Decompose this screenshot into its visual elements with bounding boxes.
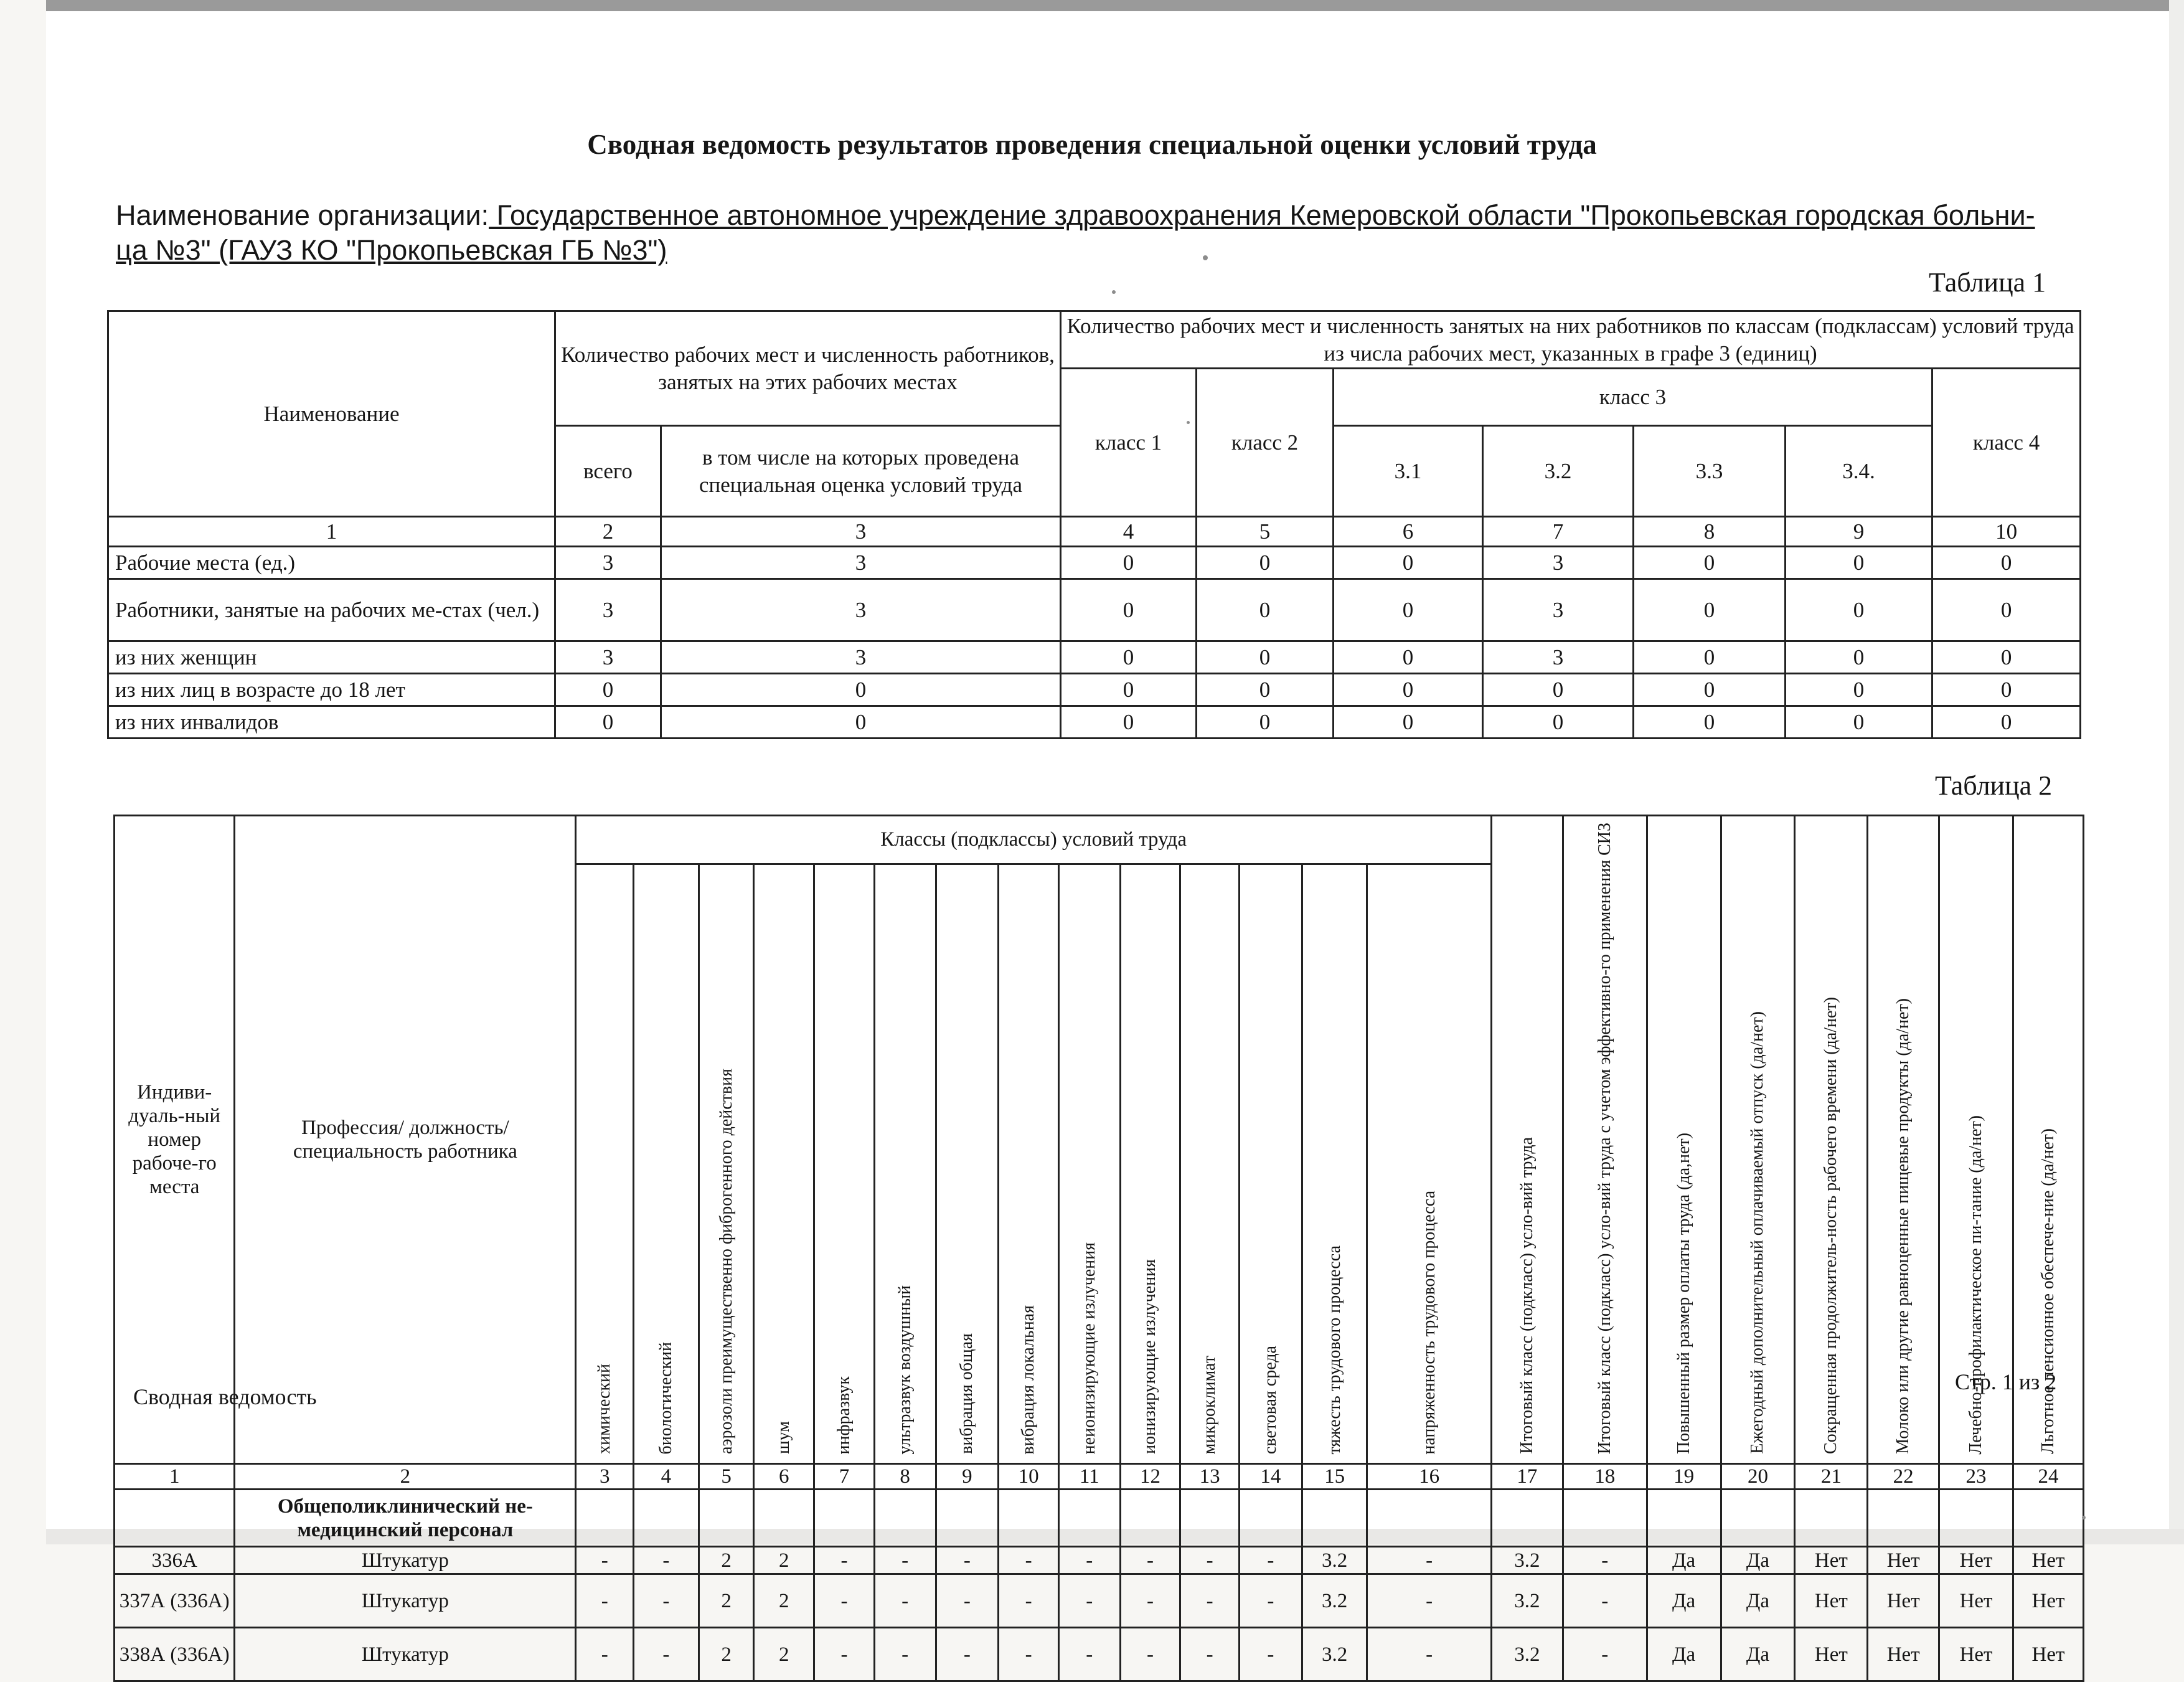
t1-col-number: 10 <box>1932 517 2081 547</box>
t2-workplace-id: 337А (336А) <box>115 1574 235 1628</box>
t2-cell: 2 <box>754 1628 814 1681</box>
t2-section-title: Общеполиклинический не-медицинский персонал <box>235 1490 576 1547</box>
t2-cell: - <box>1563 1628 1647 1681</box>
t1-cell: 3 <box>555 579 661 641</box>
t1-cell: 0 <box>1197 579 1334 641</box>
t1-row-label: из них женщин <box>108 641 555 674</box>
t2-cell: Да <box>1721 1628 1795 1681</box>
t2-cell: - <box>1120 1574 1180 1628</box>
t2-col-number: 2 <box>235 1464 576 1490</box>
t1-row-label: из них лиц в возрасте до 18 лет <box>108 674 555 706</box>
t2-cell: 3.2 <box>1491 1574 1563 1628</box>
t2-col-number: 1 <box>115 1464 235 1490</box>
t2-col-number: 18 <box>1563 1464 1647 1490</box>
t2-cell: - <box>1180 1574 1240 1628</box>
t1-cell: 0 <box>661 706 1061 739</box>
t1-cell: 0 <box>1197 706 1334 739</box>
t1-cell: 0 <box>1634 579 1786 641</box>
t2-col-number: 19 <box>1647 1464 1721 1490</box>
t2-cell: Нет <box>2013 1547 2083 1574</box>
t2-col-number: 5 <box>699 1464 754 1490</box>
t1-cell: 0 <box>661 674 1061 706</box>
footer-label: Сводная ведомость <box>133 1384 317 1409</box>
t2-workplace-id: 338А (336А) <box>115 1628 235 1681</box>
organization-name: Государственное автономное учреждение здравоохранения Кемеровской области "Прокопьевская городская больни-ца №3" (ГАУЗ КО "Прокопьевская ГБ №3") <box>116 199 2035 266</box>
t1-cell: 0 <box>1061 706 1197 739</box>
t2-cell: - <box>634 1574 699 1628</box>
t2-header-final-class-siz: Итоговый класс (подкласс) усло-вий труда с учетом эффективно-го применения СИЗ <box>1594 823 1614 1455</box>
t2-cell: - <box>576 1547 634 1574</box>
t2-factor-microclimate: микроклимат <box>1200 1355 1220 1455</box>
t1-cell: 3 <box>555 547 661 579</box>
table-row <box>108 706 2081 739</box>
table-row <box>108 547 2081 579</box>
t2-cell: - <box>1180 1547 1240 1574</box>
t1-cell: 0 <box>1197 547 1334 579</box>
t2-cell: - <box>999 1574 1059 1628</box>
t1-header-3-4: 3.4. <box>1786 426 1932 517</box>
t2-col-number: 11 <box>1058 1464 1120 1490</box>
t2-cell: - <box>814 1547 875 1574</box>
t1-header-name: Наименование <box>108 311 555 517</box>
t1-header-3-2: 3.2 <box>1483 426 1634 517</box>
t1-col-numbers <box>108 517 2081 547</box>
t2-cell: - <box>1239 1574 1302 1628</box>
table2-caption: Таблица 2 <box>1935 770 2053 801</box>
table1-caption: Таблица 1 <box>1929 267 2046 298</box>
t1-cell: 0 <box>1334 641 1483 674</box>
t2-col-number: 17 <box>1491 1464 1563 1490</box>
t1-header-class2: класс 2 <box>1197 369 1334 517</box>
organization-line <box>116 198 2058 268</box>
t2-cell: - <box>576 1574 634 1628</box>
t1-header-3-3: 3.3 <box>1634 426 1786 517</box>
t2-factor-nonionizing: неионизирующие излучения <box>1079 1242 1099 1455</box>
t2-col-number: 23 <box>1939 1464 2013 1490</box>
t2-cell: - <box>1180 1628 1240 1681</box>
t2-cell: 2 <box>699 1574 754 1628</box>
t2-cell: Нет <box>1868 1574 1939 1628</box>
t1-cell: 3 <box>661 579 1061 641</box>
t1-cell: 3 <box>1483 579 1634 641</box>
t1-col-number: 6 <box>1334 517 1483 547</box>
t2-col-number: 21 <box>1795 1464 1868 1490</box>
t1-cell: 0 <box>1932 579 2081 641</box>
t2-factor-severity: тяжесть трудового процесса <box>1324 1245 1344 1455</box>
t1-cell: 0 <box>1334 674 1483 706</box>
t2-cell: 3.2 <box>1491 1628 1563 1681</box>
scan-edge <box>2169 0 2184 1544</box>
t2-col-number: 15 <box>1302 1464 1367 1490</box>
t1-cell: 0 <box>1786 579 1932 641</box>
t1-cell: 0 <box>1786 706 1932 739</box>
t2-factor-ionizing: ионизирующие излучения <box>1140 1259 1160 1455</box>
t1-cell: 0 <box>1786 674 1932 706</box>
t1-header-3-1: 3.1 <box>1334 426 1483 517</box>
t1-cell: 0 <box>1061 579 1197 641</box>
t2-profession: Штукатур <box>235 1574 576 1628</box>
t2-header-id: Индиви-дуаль-ный номер рабоче-го места <box>115 816 235 1464</box>
t2-cell: - <box>634 1547 699 1574</box>
t1-cell: 0 <box>555 674 661 706</box>
t2-col-number: 9 <box>936 1464 999 1490</box>
t2-cell: - <box>1563 1547 1647 1574</box>
t2-cell: - <box>1367 1574 1491 1628</box>
t2-factor-vibration-general: вибрация общая <box>957 1333 977 1455</box>
t2-header-final-class: Итоговый класс (подкласс) усло-вий труда <box>1517 1137 1537 1455</box>
t2-col-number: 4 <box>634 1464 699 1490</box>
t2-cell: - <box>1120 1547 1180 1574</box>
t1-cell: 0 <box>1634 641 1786 674</box>
t2-workplace-id: 336А <box>115 1547 235 1574</box>
t2-cell: - <box>874 1547 936 1574</box>
t1-header-class3: класс 3 <box>1334 369 1932 426</box>
t2-profession: Штукатур <box>235 1547 576 1574</box>
t2-cell: - <box>874 1574 936 1628</box>
t2-col-number: 14 <box>1239 1464 1302 1490</box>
t1-col-number: 1 <box>108 517 555 547</box>
scan-speck <box>2082 1516 2086 1519</box>
t2-cell: - <box>936 1547 999 1574</box>
t2-cell: - <box>999 1628 1059 1681</box>
t2-section-row <box>115 1490 2084 1547</box>
t2-cell: - <box>1058 1574 1120 1628</box>
t2-factor-intensity: напряженность трудового процесса <box>1419 1190 1439 1455</box>
t2-cell: - <box>936 1574 999 1628</box>
t2-header-vacation: Ежегодный дополнительный оплачиваемый отпуск (да/нет) <box>1748 1011 1767 1455</box>
t2-factor-infrasound: инфразвук <box>834 1376 854 1455</box>
t2-cell: - <box>1239 1547 1302 1574</box>
t2-col-number: 12 <box>1120 1464 1180 1490</box>
t2-col-number: 3 <box>576 1464 634 1490</box>
t1-row-label: Работники, занятые на рабочих ме-стах (чел.) <box>108 579 555 641</box>
scan-speck <box>1203 255 1208 260</box>
t1-cell: 0 <box>1932 674 2081 706</box>
t2-cell: Нет <box>1868 1547 1939 1574</box>
t1-cell: 3 <box>1483 547 1634 579</box>
t1-cell: 0 <box>1483 674 1634 706</box>
t2-cell: Нет <box>1939 1574 2013 1628</box>
t1-col-number: 3 <box>661 517 1061 547</box>
t2-factor-light: световая среда <box>1260 1346 1280 1455</box>
t1-cell: 3 <box>1483 641 1634 674</box>
t2-cell: 3.2 <box>1302 1574 1367 1628</box>
t1-col-number: 7 <box>1483 517 1634 547</box>
t2-col-number: 20 <box>1721 1464 1795 1490</box>
t2-cell: Нет <box>1795 1628 1868 1681</box>
t2-cell: 2 <box>699 1547 754 1574</box>
t1-cell: 3 <box>661 547 1061 579</box>
t2-cell: Нет <box>1939 1547 2013 1574</box>
t1-cell: 0 <box>1634 674 1786 706</box>
table-row <box>108 641 2081 674</box>
t2-cell: Нет <box>2013 1574 2083 1628</box>
t2-header-classes: Классы (подклассы) условий труда <box>576 816 1492 864</box>
t1-cell: 0 <box>1932 641 2081 674</box>
t2-cell: - <box>936 1628 999 1681</box>
page-number: Стр. 1 из 2 <box>1955 1369 2057 1394</box>
t2-cell: - <box>1239 1628 1302 1681</box>
table2 <box>113 815 2084 1682</box>
t2-cell: - <box>1058 1628 1120 1681</box>
t2-cell: Нет <box>1795 1547 1868 1574</box>
t2-cell: Нет <box>2013 1628 2083 1681</box>
t2-cell: - <box>814 1628 875 1681</box>
t2-cell: Да <box>1647 1628 1721 1681</box>
t2-factor-chemical: химический <box>595 1364 614 1455</box>
t2-cell: - <box>1563 1574 1647 1628</box>
t1-cell: 0 <box>555 706 661 739</box>
t1-row-label: Рабочие места (ед.) <box>108 547 555 579</box>
t1-cell: 0 <box>1334 579 1483 641</box>
t1-cell: 0 <box>1334 706 1483 739</box>
table-row <box>108 579 2081 641</box>
t2-cell: Нет <box>1795 1574 1868 1628</box>
t2-factor-biological: биологический <box>656 1341 675 1455</box>
table1 <box>107 310 2081 739</box>
t1-cell: 0 <box>1932 706 2081 739</box>
t2-col-number: 8 <box>874 1464 936 1490</box>
t2-cell: - <box>1120 1628 1180 1681</box>
t2-header-pay: Повышенный размер оплаты труда (да,нет) <box>1673 1133 1693 1455</box>
t2-col-number: 6 <box>754 1464 814 1490</box>
t1-row-label: из них инвалидов <box>108 706 555 739</box>
t2-cell: - <box>999 1547 1059 1574</box>
t1-col-number: 5 <box>1197 517 1334 547</box>
t1-cell: 3 <box>661 641 1061 674</box>
t1-cell: 3 <box>555 641 661 674</box>
t2-col-number: 10 <box>999 1464 1059 1490</box>
scan-speck <box>1187 421 1190 424</box>
t1-col-number: 2 <box>555 517 661 547</box>
t2-cell: Да <box>1647 1574 1721 1628</box>
t1-cell: 0 <box>1634 706 1786 739</box>
t1-cell: 0 <box>1786 547 1932 579</box>
t2-col-number: 13 <box>1180 1464 1240 1490</box>
t2-cell: 2 <box>754 1547 814 1574</box>
t1-cell: 0 <box>1634 547 1786 579</box>
t2-col-numbers <box>115 1464 2084 1490</box>
t2-cell: 3.2 <box>1302 1547 1367 1574</box>
t2-cell: - <box>634 1628 699 1681</box>
t2-cell: Нет <box>1939 1628 2013 1681</box>
t1-cell: 0 <box>1197 641 1334 674</box>
t2-col-number: 22 <box>1868 1464 1939 1490</box>
t1-header-class1: класс 1 <box>1061 369 1197 517</box>
t2-header-short-time: Сокращенная продолжитель-ность рабочего времени (да/нет) <box>1821 997 1841 1455</box>
t1-cell: 0 <box>1786 641 1932 674</box>
t1-cell: 0 <box>1061 547 1197 579</box>
t2-cell: 2 <box>699 1628 754 1681</box>
table-row <box>108 674 2081 706</box>
t2-header-nutrition: Лечебно-профилактическое пи-тание (да/нет) <box>1966 1115 1986 1455</box>
t2-col-number: 7 <box>814 1464 875 1490</box>
organization-label: Наименование организации: <box>116 199 489 231</box>
t2-factor-vibration-local: вибрация локальная <box>1019 1305 1038 1455</box>
t2-cell: - <box>576 1628 634 1681</box>
t2-cell: Нет <box>1868 1628 1939 1681</box>
t1-col-number: 8 <box>1634 517 1786 547</box>
t2-header-pension: Льготное пенсионное обеспече-ние (да/нет) <box>2038 1128 2058 1455</box>
t2-cell: - <box>1367 1628 1491 1681</box>
t1-cell: 0 <box>1334 547 1483 579</box>
t1-cell: 0 <box>1061 674 1197 706</box>
t2-cell: Да <box>1721 1547 1795 1574</box>
t1-cell: 0 <box>1932 547 2081 579</box>
t1-cell: 0 <box>1061 641 1197 674</box>
t2-cell: Да <box>1721 1574 1795 1628</box>
t1-col-number: 9 <box>1786 517 1932 547</box>
t2-header-profession: Профессия/ должность/ специальность работника <box>235 816 576 1464</box>
t2-header-milk: Молоко или другие равноценные пищевые продукты (да/нет) <box>1893 998 1913 1455</box>
t2-cell: - <box>874 1628 936 1681</box>
t2-col-number: 16 <box>1367 1464 1491 1490</box>
t2-cell: - <box>814 1574 875 1628</box>
table-row <box>115 1574 2084 1628</box>
t2-factor-aerosols: аэрозоли преимущественно фиброгенного действия <box>716 1069 736 1455</box>
t2-cell: 2 <box>754 1574 814 1628</box>
t2-cell: Да <box>1647 1547 1721 1574</box>
t2-factor-noise: шум <box>774 1421 794 1455</box>
t2-col-number: 24 <box>2013 1464 2083 1490</box>
t2-cell: - <box>1058 1547 1120 1574</box>
t2-cell: - <box>1367 1547 1491 1574</box>
t1-header-classes: Количество рабочих мест и численность занятых на них работников по классам (подклассам) условий труда из числа рабочих мест, указанных в графе 3 (единиц) <box>1061 311 2081 369</box>
t2-cell: 3.2 <box>1302 1628 1367 1681</box>
t1-col-number: 4 <box>1061 517 1197 547</box>
t1-header-assessed: в том числе на которых проведена специальная оценка условий труда <box>661 426 1061 517</box>
t1-header-workplaces: Количество рабочих мест и численность работников, занятых на этих рабочих местах <box>555 311 1061 426</box>
t1-cell: 0 <box>1197 674 1334 706</box>
t2-factor-ultrasound: ультразвук воздушный <box>895 1285 915 1455</box>
table-row <box>115 1547 2084 1574</box>
document-title: Сводная ведомость результатов проведения специальной оценки условий труда <box>587 129 1597 160</box>
t1-header-total: всего <box>555 426 661 517</box>
scan-speck <box>1112 290 1116 294</box>
t2-cell: 3.2 <box>1491 1547 1563 1574</box>
t1-header-class4: класс 4 <box>1932 369 2081 517</box>
t2-profession: Штукатур <box>235 1628 576 1681</box>
table-row <box>115 1628 2084 1681</box>
t1-cell: 0 <box>1483 706 1634 739</box>
